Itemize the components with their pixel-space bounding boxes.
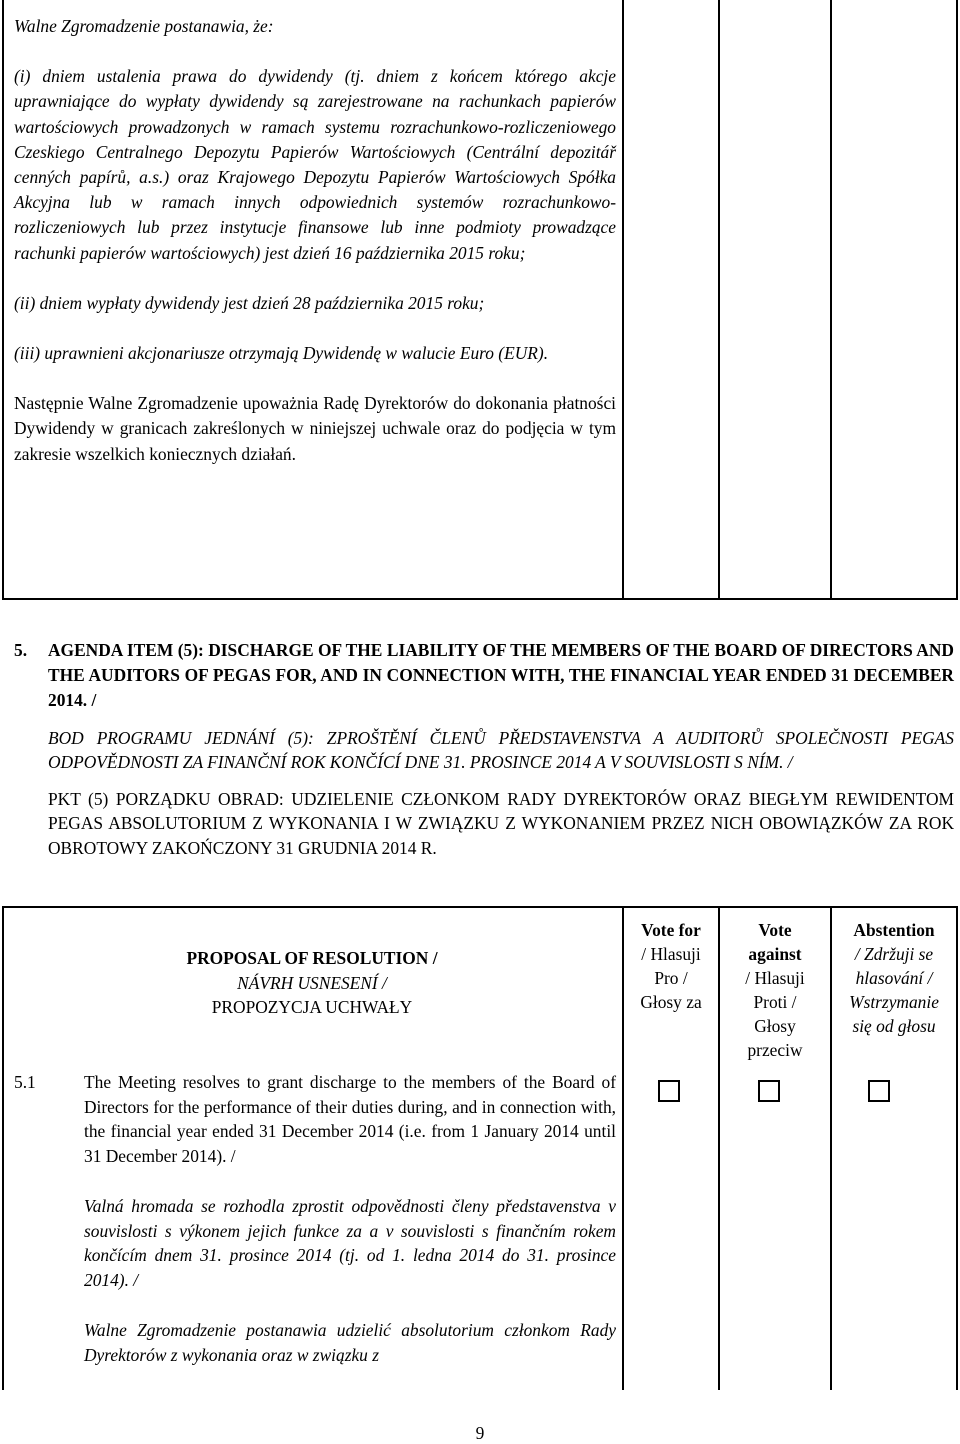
resolution-number: 5.1 bbox=[14, 1072, 36, 1092]
agenda-number: 5. bbox=[14, 640, 28, 660]
resolution-text-cz: Valná hromada se rozhodla zprostit odpovědnosti členy představenstva v souvislosti s výkonem jejich funkce za a v souvislosti s finančním rokem končícím dnem 31. prosince 2014 (tj. od 1. ledna 2014 do 31. prosince 2014). / bbox=[84, 1196, 616, 1290]
agenda-title-en bbox=[14, 638, 954, 714]
resolution-continuation-text bbox=[14, 14, 616, 467]
continuation-table bbox=[2, 0, 958, 600]
resolution-header-pl: PROPOZYCJA UCHWAŁY bbox=[211, 997, 413, 1017]
resolution-header-cz: NÁVRH USNESENÍ / bbox=[237, 972, 387, 993]
page-number: 9 bbox=[475, 1423, 485, 1443]
agenda-title-pl: PKT (5) PORZĄDKU OBRAD: UDZIELENIE CZŁONKOM RADY DYREKTORÓW ORAZ BIEGŁYM REWIDENTOM PEGAS ABSOLUTORIUM Z WYKONANIA I W ZWIĄZKU Z WYKONANIEM PRZEZ NICH OBOWIĄZKÓW ZA ROK OBROTOWY ZAKOŃCZONY 31 GRUDNIA 2014 R. bbox=[48, 788, 954, 858]
vote-for-label-rest: / Hlasuji Pro / Głosy za bbox=[640, 944, 702, 1012]
resolution-text-en: The Meeting resolves to grant discharge to the members of the Board of Directors for the performance of their duties during, and in connection with, the financial year ended 31 December 2014 (i.e. from 1 January 2014 until 31 December 2014). / bbox=[84, 1072, 616, 1166]
resolution-header bbox=[2, 946, 622, 1020]
item-ii-text: (ii) dniem wypłaty dywidendy jest dzień 28 października 2015 roku; bbox=[14, 292, 485, 313]
vote-for-header bbox=[626, 918, 716, 1014]
agenda-title-cz: BOD PROGRAMU JEDNÁNÍ (5): ZPROŠTĚNÍ ČLENŮ PŘEDSTAVENSTVA A AUDITORŮ SPOLEČNOSTI PEGAS ODPOVĚDNOSTI ZA FINANČNÍ ROK KONČÍCÍ DNE 31. PROSINCE 2014 A V SOUVISLOSTI S NÍM. / bbox=[48, 727, 954, 773]
agenda-item-5 bbox=[14, 638, 954, 860]
resolution-table bbox=[2, 906, 958, 1390]
closing-text: Następnie Walne Zgromadzenie upoważnia Radę Dyrektorów do dokonania płatności Dywidendy w granicach zakreślonych w niniejszej uchwale oraz do podjęcia w tym zakresie wszelkich koniecznych działań. bbox=[14, 393, 616, 464]
abstention-checkbox[interactable] bbox=[868, 1080, 890, 1102]
resolution-header-en: PROPOSAL OF RESOLUTION / bbox=[186, 948, 438, 968]
intro-text: Walne Zgromadzenie postanawia, że: bbox=[14, 16, 274, 36]
vote-against-header bbox=[722, 918, 828, 1062]
vote-against-checkbox[interactable] bbox=[758, 1080, 780, 1102]
item-iii-text: (iii) uprawnieni akcjonariusze otrzymają Dywidendę w walucie Euro (EUR). bbox=[14, 343, 549, 364]
resolution-text-pl: Walne Zgromadzenie postanawia udzielić absolutorium członkom Rady Dyrektorów z wykonania oraz w związku z bbox=[84, 1320, 616, 1365]
abstention-header bbox=[834, 918, 954, 1038]
resolution-row bbox=[14, 1070, 616, 1384]
abstention-label-rest: / Zdržuji se hlasování / Wstrzymanie się od głosu bbox=[849, 944, 939, 1036]
vote-for-label-en: Vote for bbox=[641, 920, 701, 940]
vote-for-checkbox[interactable] bbox=[658, 1080, 680, 1102]
item-i-text: (i) dniem ustalenia prawa do dywidendy (tj. dniem z końcem którego akcje uprawniające do wypłaty dywidendy są zarejestrowane na rachunkach papierów wartościowych prowadzonych w ramach systemu rozrachunkowo-rozliczeniowego Czeskiego Centralnego Depozytu Papierów Wartościowych (Centrální depozitář cenných papírů, a.s.) oraz Krajowego Depozytu Papierów Wartościowych Spółka Akcyjna lub w ramach innych odpowiednich systemów rozrachunkowo-rozliczeniowych lub przez instytucje finansowe lub inne podmioty prowadzące rachunki papierów wartościowych) jest dzień 16 października 2015 roku; bbox=[14, 66, 616, 263]
agenda-title-en-text: AGENDA ITEM (5): DISCHARGE OF THE LIABILITY OF THE MEMBERS OF THE BOARD OF DIRECTORS AND THE AUDITORS OF PEGAS FOR, AND IN CONNECTION WITH, THE FINANCIAL YEAR ENDED 31 DECEMBER 2014. / bbox=[48, 640, 954, 711]
vote-against-label-rest: / Hlasuji Proti / Głosy przeciw bbox=[745, 968, 805, 1060]
abstention-label-en: Abstention bbox=[853, 920, 935, 940]
vote-against-label-en: Vote against bbox=[748, 920, 802, 964]
